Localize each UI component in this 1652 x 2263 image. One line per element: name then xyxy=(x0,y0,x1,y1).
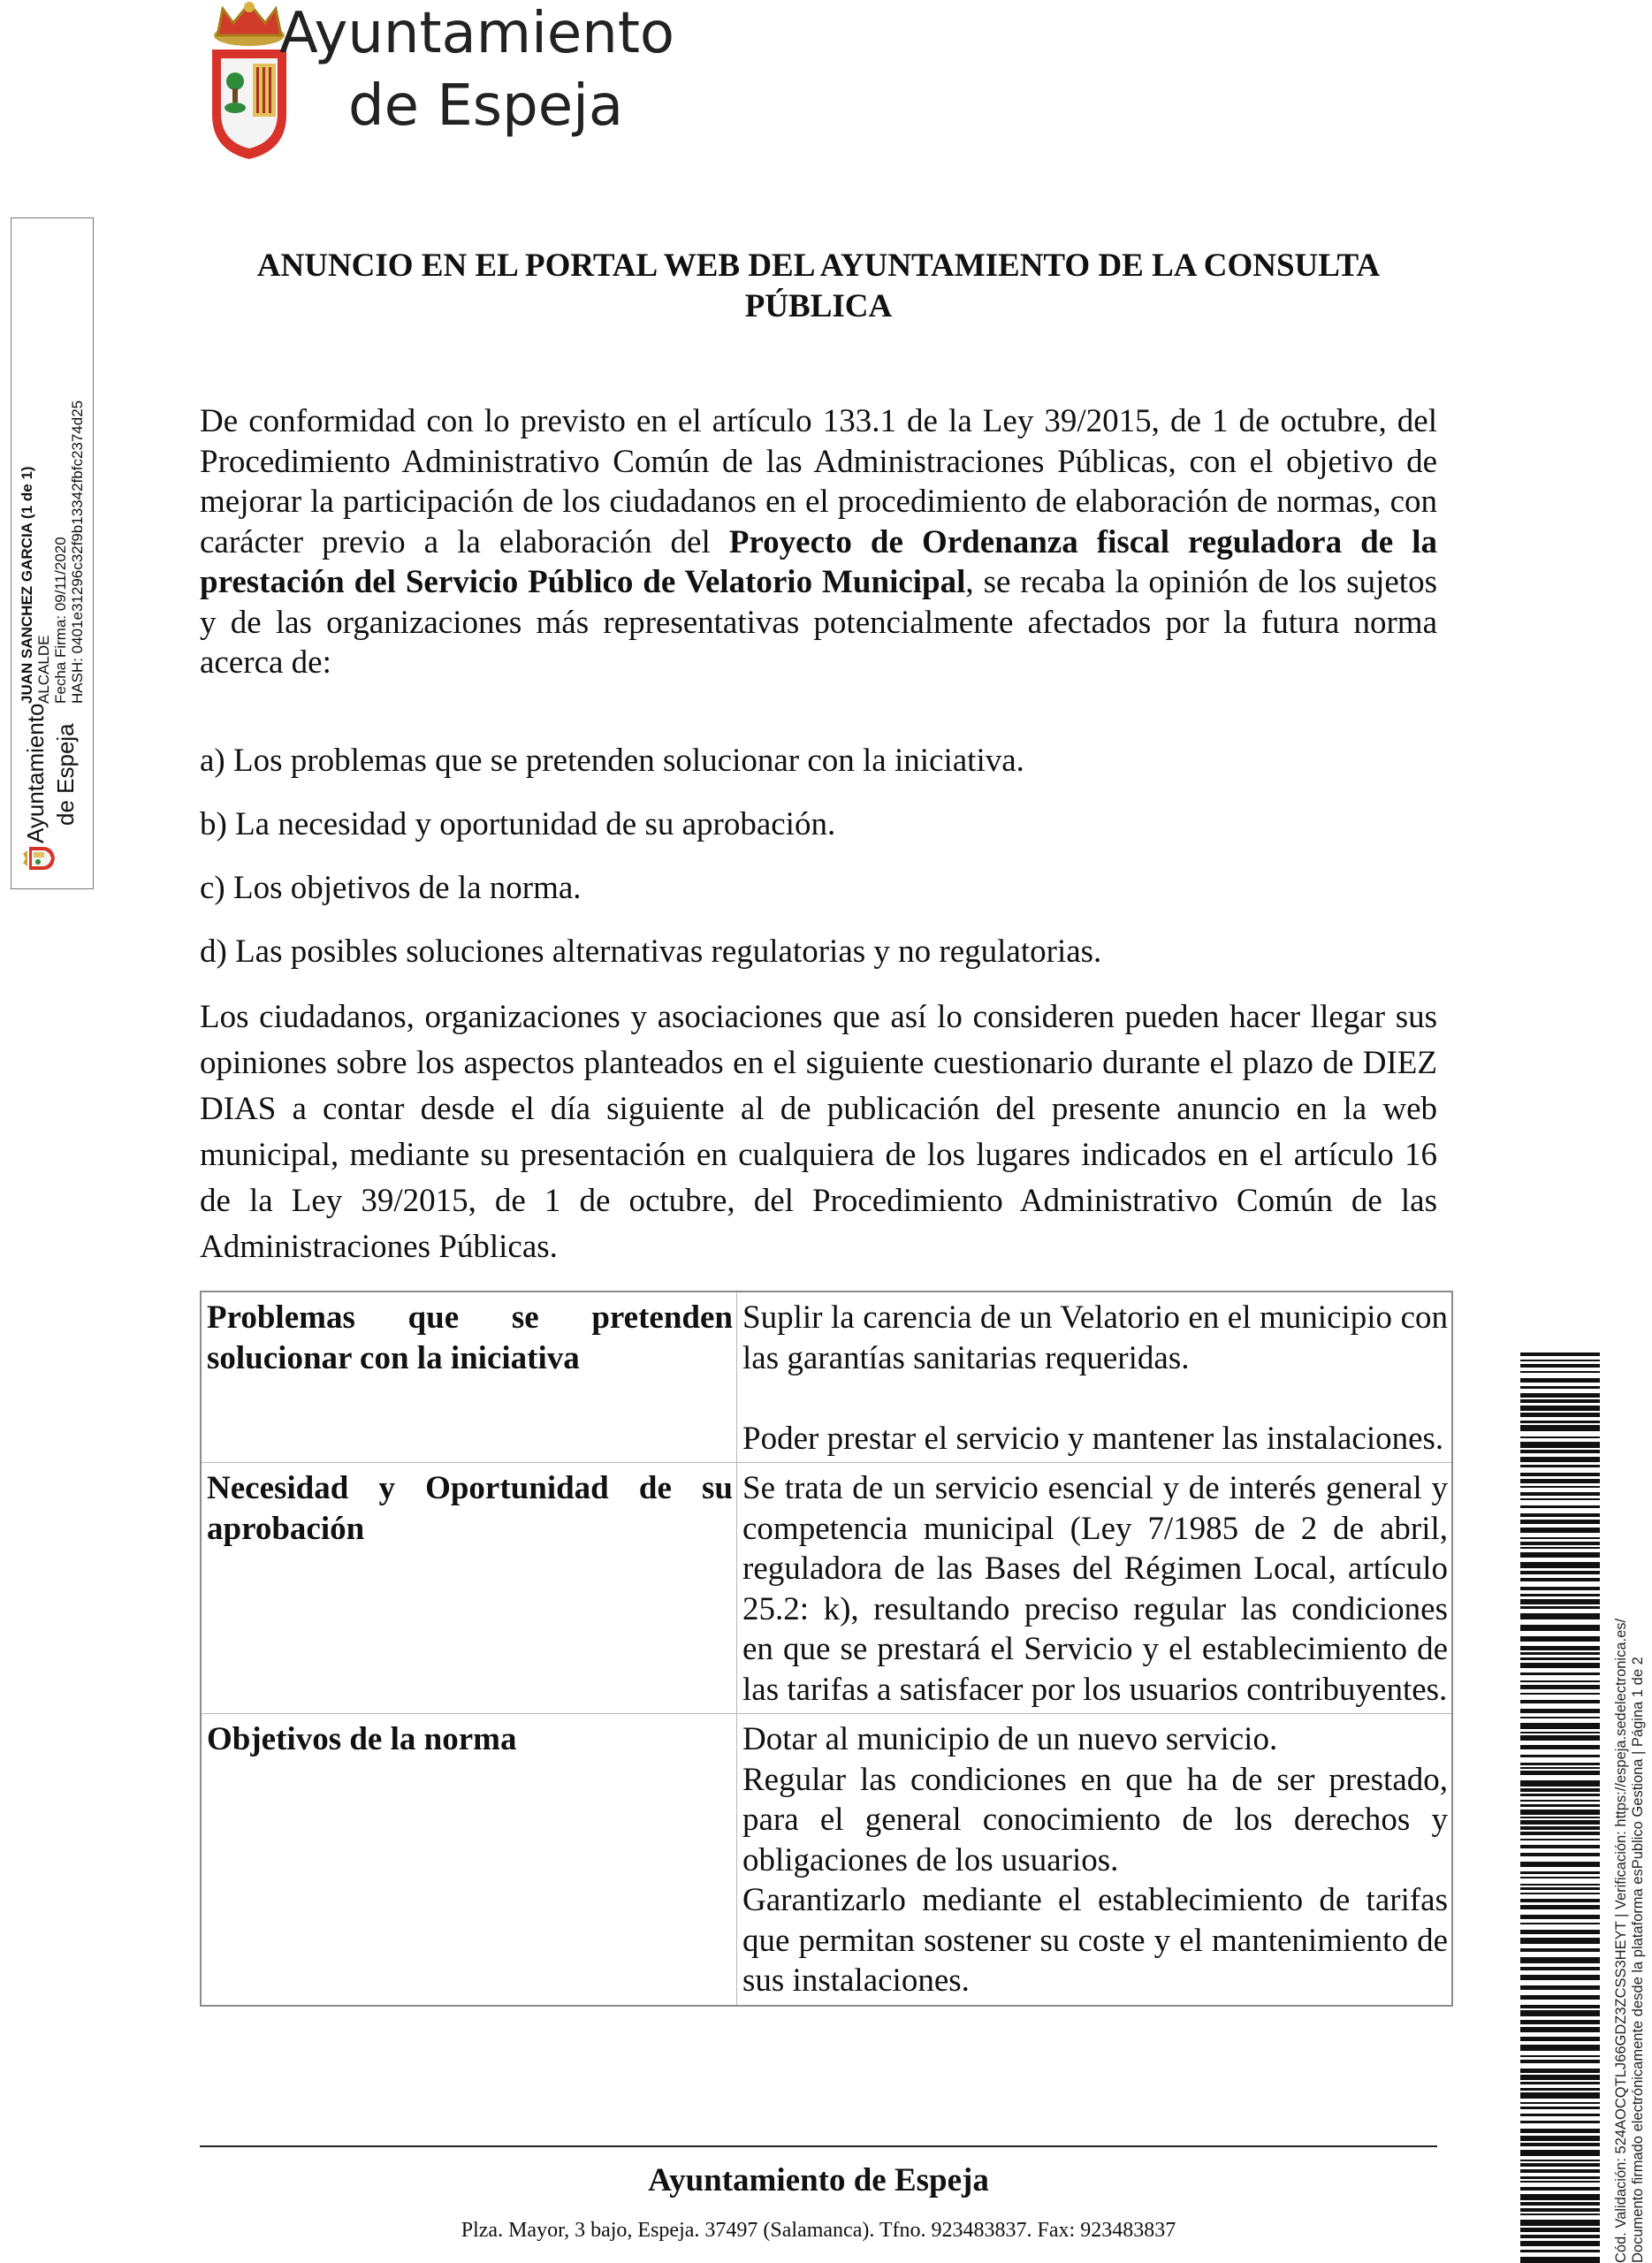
barcode-bar xyxy=(1520,1732,1600,1733)
barcode-bar xyxy=(1520,1745,1600,1749)
barcode-bar xyxy=(1520,1800,1600,1802)
barcode-bar xyxy=(1520,2088,1600,2091)
list-item: b) La necesidad y oportunidad de su aprobación. xyxy=(200,806,836,842)
signature-stamp xyxy=(11,217,94,889)
barcode-bar xyxy=(1520,1513,1600,1517)
barcode-bar xyxy=(1520,2027,1600,2032)
signer-role: ALCALDE xyxy=(35,635,52,704)
barcode-bar xyxy=(1520,1767,1600,1769)
barcode-bar xyxy=(1520,2181,1600,2183)
barcode-bar xyxy=(1520,1788,1600,1792)
barcode-bar xyxy=(1520,2107,1600,2109)
validation-strip xyxy=(1520,1352,1644,2263)
barcode-bar xyxy=(1520,1498,1600,1500)
barcode-bar xyxy=(1520,2082,1600,2084)
list-item: d) Las posibles soluciones alternativas regulatorias y no regulatorias. xyxy=(200,933,1102,970)
barcode-bar xyxy=(1520,2060,1600,2063)
barcode-bar xyxy=(1520,1771,1600,1775)
barcode-bar xyxy=(1520,1893,1600,1894)
barcode-bar xyxy=(1520,1371,1600,1373)
row-value: Dotar al municipio de un nuevo servicio. Regular las condiciones en que ha de ser prestado, para el general conocimiento de los derechos y obligaciones de los usuarios. Garantizarlo mediante el establecimiento de tarifas que permitan sostener su coste y el mantenimiento de sus instalaciones. xyxy=(737,1714,1453,2006)
barcode-bar xyxy=(1520,2037,1600,2041)
barcode-bar xyxy=(1520,1755,1600,1757)
barcode-bar xyxy=(1520,1685,1600,1689)
barcode-bar xyxy=(1520,1985,1600,1990)
barcode-bar xyxy=(1520,1884,1600,1886)
barcode-bar xyxy=(1520,2020,1600,2024)
barcode-bar xyxy=(1520,1636,1600,1642)
barcode-bar xyxy=(1520,1938,1600,1944)
closing-paragraph: Los ciudadanos, organizaciones y asociaciones que así lo consideren pueden hacer llegar sus opiniones sobre los aspectos planteados en el siguiente cuestionario durante el plazo de DIEZ DIAS a contar desde el día siguiente al de publicación del presente anuncio en la web municipal, mediante su presentación en cualquiera de los lugares indicados en el artículo 16 de la Ley 39/2015, de 1 de octubre, del Procedimiento Administrativo Común de las Administraciones Públicas. xyxy=(200,999,1437,1265)
barcode-bar xyxy=(1520,1853,1600,1856)
barcode-bar xyxy=(1520,1528,1600,1533)
stamp-signature-info xyxy=(19,235,86,704)
barcode-bar xyxy=(1520,1587,1600,1590)
barcode-bar xyxy=(1520,2202,1600,2206)
barcode-bar xyxy=(1520,1625,1600,1631)
barcode-bar xyxy=(1520,2220,1600,2226)
barcode-bar xyxy=(1520,2187,1600,2191)
barcode-bar xyxy=(1520,1832,1600,1835)
barcode-bar xyxy=(1520,1450,1600,1453)
footer-address: Plza. Mayor, 3 bajo, Espeja. 37497 (Salamanca). Tfno. 923483837. Fax: 923483837 xyxy=(461,2219,1176,2242)
barcode-bar xyxy=(1520,1948,1600,1952)
barcode-bar xyxy=(1520,1364,1600,1368)
barcode-bar xyxy=(1520,1578,1600,1581)
barcode-bar xyxy=(1520,2102,1600,2104)
barcode-bar xyxy=(1520,1552,1600,1558)
barcode-bar xyxy=(1520,1735,1600,1741)
barcode-bar xyxy=(1520,2176,1600,2179)
stamp-organization: Ayuntamiento de Espeja xyxy=(19,717,86,872)
barcode-bar xyxy=(1520,1594,1600,1596)
barcode-bar xyxy=(1520,1817,1600,1818)
document-title: ANUNCIO EN EL PORTAL WEB DEL AYUNTAMIENTO DE LA CONSULTA PÚBLICA xyxy=(256,248,1381,324)
barcode-bar xyxy=(1520,1915,1600,1919)
coat-of-arms-icon xyxy=(22,845,56,872)
barcode-bar xyxy=(1520,2160,1600,2161)
platform-note: Documento firmado electrónicamente desde la plataforma esPublico Gestiona | Página 1 de 2 xyxy=(1630,1657,1646,2263)
barcode-bar xyxy=(1520,1975,1600,1980)
barcode-bar xyxy=(1520,1899,1600,1902)
signer-name: JUAN SANCHEZ GARCIA (1 de 1) xyxy=(19,466,35,704)
barcode-bar xyxy=(1520,1436,1600,1438)
barcode-bar xyxy=(1520,1780,1600,1787)
row-value: Se trata de un servicio esencial y de interés general y competencia municipal (Ley 7/1985 de 2 de abril, reguladora de las Bases del Régimen Local, artículo 25.2: k), resultando preciso regular las condiciones en que se prestará el Servicio y el establecimiento de las tarifas a satisfacer por los usuarios contribuyentes. xyxy=(737,1463,1453,1714)
row-value: Suplir la carencia de un Velatorio en el municipio con las garantías sanitarias requeridas. Poder prestar el servicio y mantener las instalaciones. xyxy=(737,1292,1453,1463)
barcode-bar xyxy=(1520,2045,1600,2051)
barcode-bar xyxy=(1520,1386,1600,1389)
barcode-bar xyxy=(1520,2010,1600,2016)
barcode-bar xyxy=(1520,1657,1600,1660)
barcode-bar xyxy=(1520,1845,1600,1848)
barcode-bar xyxy=(1520,1663,1600,1668)
barcode-bar xyxy=(1520,2069,1600,2073)
barcode-bar xyxy=(1520,2241,1600,2246)
footer-divider xyxy=(200,2145,1437,2147)
intro-paragraph: De conformidad con lo previsto en el artículo 133.1 de la Ley 39/2015, de 1 de octubre, del Procedimiento Administrativo Común de las Administraciones Públicas, con el objetivo de mejorar la participación de los ciudadanos en el procedimiento de elaboración de normas, con carácter previo a la elaboración del Proyecto de Ordenanza fiscal reguladora de la prestación del Servicio Público de Velatorio Municipal, se recaba la opinión de los sujetos y de las organizaciones más representativas potencialmente afectados por la futura norma acerca de: xyxy=(200,403,1437,681)
barcode-bar xyxy=(1520,2092,1600,2099)
table-row xyxy=(201,1463,1452,1714)
barcode-bar xyxy=(1520,1923,1600,1924)
barcode-bar xyxy=(1520,2121,1600,2123)
barcode-bar xyxy=(1520,1820,1600,1825)
barcode-bar xyxy=(1520,1606,1600,1609)
barcode-bar xyxy=(1520,2213,1600,2215)
validation-text xyxy=(1613,1352,1648,2263)
barcode-bar xyxy=(1520,1887,1600,1890)
barcode-bar xyxy=(1520,1871,1600,1874)
barcode-bar xyxy=(1520,1680,1600,1682)
barcode-bar xyxy=(1520,1877,1600,1878)
barcode-bar xyxy=(1520,1542,1600,1545)
logo-line-1: Ayuntamiento xyxy=(279,1,675,66)
barcode-bar xyxy=(1520,1763,1600,1765)
signature-date: Fecha Firma: 09/11/2020 xyxy=(52,537,69,704)
barcode-bar xyxy=(1520,1492,1600,1496)
barcode-bar xyxy=(1520,1810,1600,1815)
barcode-bar xyxy=(1520,1613,1600,1619)
barcode-bar xyxy=(1520,1413,1600,1417)
barcode-bar xyxy=(1520,1520,1600,1524)
barcode-bar xyxy=(1520,2005,1600,2008)
barcode-bar xyxy=(1520,2055,1600,2057)
list-item: a) Los problemas que se pretenden solucionar con la iniciativa. xyxy=(200,743,1024,779)
municipality-logo xyxy=(207,0,702,164)
barcode-bar xyxy=(1520,2194,1600,2200)
barcode-bar xyxy=(1520,1547,1600,1549)
barcode-bar xyxy=(1520,1862,1600,1867)
footer-organization: Ayuntamiento de Espeja xyxy=(648,2162,989,2198)
barcode-bar xyxy=(1520,1465,1600,1467)
row-header: Necesidad y Oportunidad de su aprobación xyxy=(201,1463,737,1714)
barcode-bar xyxy=(1520,1930,1600,1934)
barcode-bar xyxy=(1520,2228,1600,2232)
table-row xyxy=(201,1292,1452,1463)
barcode-bar xyxy=(1520,1723,1600,1729)
barcode-bar xyxy=(1520,1393,1600,1398)
barcode-bar xyxy=(1520,1360,1600,1361)
barcode-bar xyxy=(1520,1794,1600,1796)
barcode-bar xyxy=(1520,1717,1600,1718)
barcode-bar xyxy=(1520,1957,1600,1963)
barcode-bar xyxy=(1520,2075,1600,2080)
barcode-bar xyxy=(1520,1406,1600,1411)
barcode-bar xyxy=(1520,2169,1600,2173)
barcode-bar xyxy=(1520,2150,1600,2156)
logo-line-2: de Espeja xyxy=(348,73,624,139)
signature-hash: HASH: 0401e31296c32f9b13342fbfc2374d25 xyxy=(69,400,86,704)
validation-code: Cód. Validación: 524AOCQTLJ66GDZ3ZCSS3HEYT | Verificación: https://espeja.sedelectronica.es/ xyxy=(1613,1618,1629,2263)
ordinance-name: Proyecto de Ordenanza fiscal reguladora de la prestación del Servicio Público de Velatorio Municipal xyxy=(200,523,1437,600)
barcode-bar xyxy=(1520,1804,1600,1807)
barcode-bar xyxy=(1520,1700,1600,1703)
barcode-bar xyxy=(1520,1599,1600,1604)
barcode-bar xyxy=(1520,1562,1600,1568)
barcode-bar xyxy=(1520,1421,1600,1423)
barcode-bar xyxy=(1520,1905,1600,1909)
barcode-bar xyxy=(1520,1967,1600,1970)
barcode-bar xyxy=(1520,1537,1600,1539)
barcode-bar xyxy=(1520,1442,1600,1448)
barcode-bar xyxy=(1520,1709,1600,1713)
row-header: Problemas que se pretenden solucionar con la iniciativa xyxy=(201,1292,737,1463)
barcode-bar xyxy=(1520,2208,1600,2212)
barcode-bar xyxy=(1520,1473,1600,1476)
barcode-bar xyxy=(1520,1352,1600,1356)
barcode-bar xyxy=(1520,2114,1600,2116)
barcode-bar xyxy=(1520,1995,1600,2000)
barcode-bar xyxy=(1520,1505,1600,1508)
barcode-bar xyxy=(1520,1693,1600,1695)
barcode-bar xyxy=(1520,2163,1600,2167)
barcode-bar xyxy=(1520,1486,1600,1488)
barcode-bar xyxy=(1520,1571,1600,1574)
barcode-bar xyxy=(1520,1378,1600,1383)
row-header: Objetivos de la norma xyxy=(201,1714,737,2006)
barcode-bar xyxy=(1520,2136,1600,2141)
barcode-bar xyxy=(1520,1425,1600,1431)
barcode-bar xyxy=(1520,2143,1600,2146)
barcode-bar xyxy=(1520,2235,1600,2238)
barcode-bar xyxy=(1520,1826,1600,1830)
barcode-bar xyxy=(1520,1839,1600,1840)
list-item: c) Los objetivos de la norma. xyxy=(200,870,582,906)
barcode-bar xyxy=(1520,1399,1600,1403)
barcode-bar xyxy=(1520,1457,1600,1462)
barcode xyxy=(1520,1352,1600,2263)
table-row xyxy=(201,1714,1452,2006)
barcode-bar xyxy=(1520,1646,1600,1650)
barcode-bar xyxy=(1520,1479,1600,1483)
barcode-bar xyxy=(1520,2129,1600,2133)
barcode-bar xyxy=(1520,2250,1600,2252)
consultation-table xyxy=(200,1291,1453,2007)
barcode-bar xyxy=(1520,1652,1600,1655)
barcode-bar xyxy=(1520,1672,1600,1675)
barcode-bar xyxy=(1520,2257,1600,2263)
